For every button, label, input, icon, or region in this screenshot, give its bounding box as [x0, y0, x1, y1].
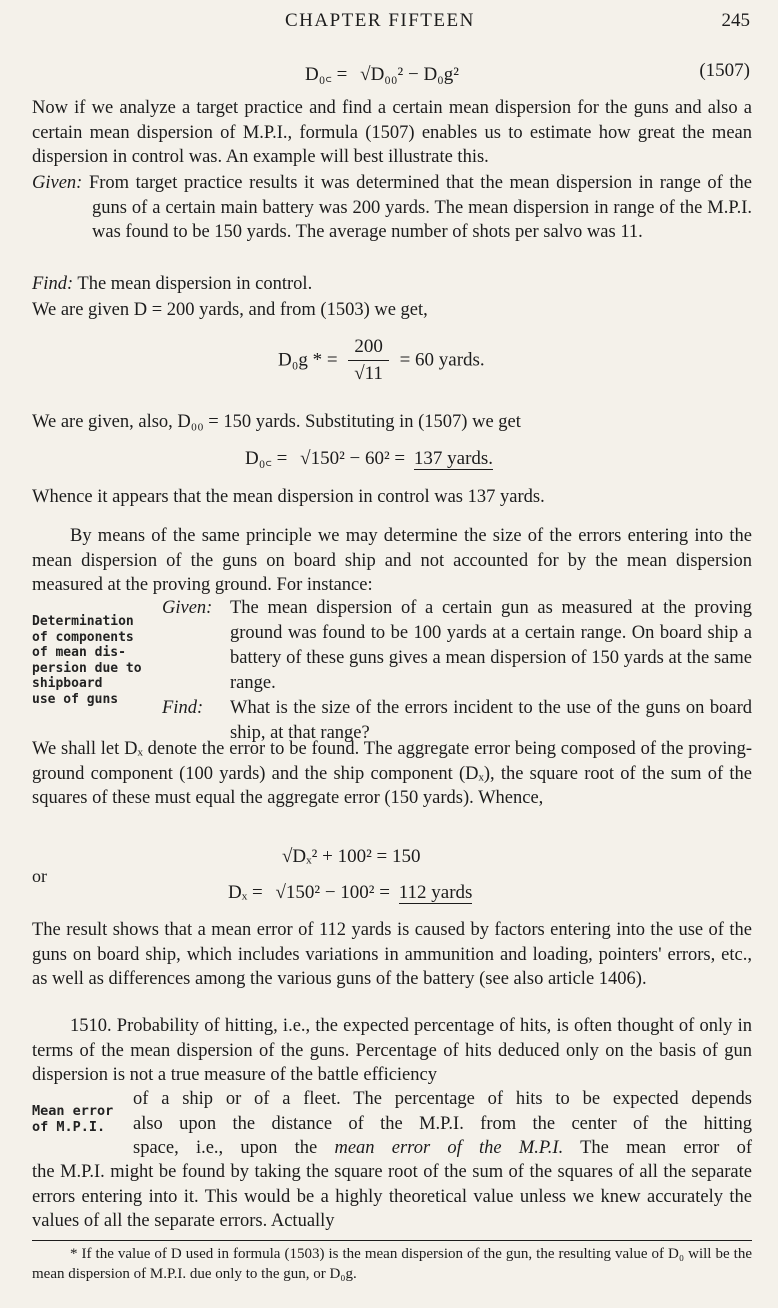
- given-text: From target practice results it was determined that the mean dispersion in range of the guns of a certain main battery was 200 yards. The mean dispersion in range of the M.P.I. was found to be 150 yards. The average number of shots per salvo was 11.: [88, 173, 752, 242]
- paragraph-result-text: The result shows that a mean error of 112 yards is caused by factors entering into the use of the guns on board ship, which includes variations in ammunition and loading, pointers' errors, etc., as well as differences among the various guns of the battery (see also article 1406).: [32, 920, 752, 989]
- paragraph-1510-rest-text: the M.P.I. might be found by taking the square root of the sum of the squares of all the separate errors entering into it. This would be a highly theoretical value unless we knew accurately the values of all the separate errors. Actually: [32, 1162, 752, 1231]
- equation-d0c-result: 137 yards.: [413, 448, 494, 469]
- paragraph-principle-text: By means of the same principle we may determine the size of the errors entering into the mean dispersion of the guns on board ship and not accounted for by the mean dispersion measured at the proving ground. For instance:: [32, 526, 752, 595]
- line-given-d00: [32, 410, 752, 435]
- paragraph-principle: [32, 524, 752, 598]
- example-1-find: [32, 272, 752, 297]
- equation-1507-lhs: D₀꜀ =: [305, 64, 348, 85]
- given-label: Given:: [32, 173, 83, 193]
- equation-d0c: [245, 444, 493, 470]
- paragraph-error-derivation-text: We shall let Dₓ denote the error to be found. The aggregate error being composed of the proving-ground component (100 yards) and the ship component (Dₓ), the square root of the sum of the squares of these must equal the aggregate error (150 yards). Whence,: [32, 739, 752, 808]
- paragraph-1510-indented: [133, 1087, 752, 1161]
- space-prefix: space, i.e., upon the: [133, 1138, 318, 1158]
- line-given-d00-text: We are given, also, D₀₀ = 150 yards. Substituting in (1507) we get: [32, 412, 521, 432]
- line-whence: [32, 485, 752, 510]
- paragraph-1510-indented-line: [133, 1136, 752, 1161]
- equation-d0c-lhs: D₀꜀ =: [245, 448, 288, 469]
- equation-dx-sum: [282, 846, 420, 868]
- or-word: or: [32, 866, 47, 886]
- given-text: The mean dispersion of a certain gun as measured at the proving ground was found to be 100 yards at a certain range. On board ship a battery of these guns gives a mean dispersion of 150 yards at the same range.: [230, 598, 752, 693]
- sidenote-line: of M.P.I.: [32, 1118, 106, 1135]
- example-2-given: [162, 596, 752, 696]
- line-given-d: [32, 298, 752, 323]
- equation-dx-rhs: √150² − 100² =: [275, 882, 390, 903]
- footnote-rule: [32, 1240, 752, 1241]
- chapter-title: CHAPTER FIFTEEN: [285, 10, 475, 31]
- line-whence-text: Whence it appears that the mean dispersion in control was 137 yards.: [32, 487, 545, 507]
- space-suffix: The mean error of: [580, 1138, 752, 1158]
- line-given-d-text: We are given D = 200 yards, and from (1503) we get,: [32, 300, 428, 320]
- sidenote-line: persion due to: [32, 660, 142, 676]
- sidenote-line: of components: [32, 629, 134, 645]
- mean-error-emphasis: mean error of the M.P.I.: [334, 1138, 564, 1158]
- page-number: 245: [721, 10, 750, 31]
- find-text: The mean dispersion in control.: [77, 274, 313, 294]
- sidenote-line: Mean error: [32, 1103, 114, 1119]
- equation-d0g: [278, 336, 485, 385]
- equation-d0g-rhs: = 60 yards.: [399, 349, 485, 371]
- paragraph-error-derivation: [32, 737, 752, 811]
- equation-1507: [305, 60, 459, 86]
- sidenote-mean-error: [32, 1104, 113, 1135]
- fraction-numerator: 200: [348, 336, 389, 361]
- equation-dx-sum-text: √Dₓ² + 100² = 150: [282, 846, 421, 867]
- equation-number-1507: (1507): [699, 60, 750, 81]
- paragraph-intro: [32, 96, 752, 170]
- paragraph-intro-text: Now if we analyze a target practice and find a certain mean dispersion for the guns and also a certain mean dispersion of M.P.I., formula (1507) enables us to estimate how great the mean dispersion in control was. An example will best illustrate this.: [32, 98, 752, 167]
- equation-1507-rhs: √D₀₀² − D₀g²: [360, 64, 459, 85]
- equation-d0g-lhs: D₀g * =: [278, 349, 338, 371]
- equation-d0c-rhs: √150² − 60² =: [300, 448, 406, 469]
- example-1-given: [32, 171, 752, 245]
- sidenote-line: shipboard: [32, 676, 103, 691]
- paragraph-1510-indented-line: of a ship or of a fleet. The percentage of hits to be expected depends: [133, 1089, 752, 1109]
- footnote-text: * If the value of D used in formula (1503) is the mean dispersion of the gun, the resulting value of D₀ will be the mean dispersion of M.P.I. due only to the gun, or D₀g.: [32, 1246, 752, 1282]
- sidenote-line: of mean dis-: [32, 645, 126, 660]
- equation-dx-result: 112 yards: [398, 882, 473, 903]
- paragraph-1510: [32, 1014, 752, 1088]
- example-2: [162, 596, 752, 746]
- given-label: Given:: [162, 598, 213, 618]
- page-header: [0, 10, 778, 34]
- find-label: Find:: [32, 274, 74, 294]
- paragraph-1510-first: 1510. Probability of hitting, i.e., the expected percentage of hits, is often thought of only in terms of the mean dispersion of the guns. Percentage of hits deduced only on the basis of gun dispersion is not a true measure of the battle efficiency: [32, 1016, 752, 1085]
- paragraph-1510-indented-line: also upon the distance of the M.P.I. from the center of the hitting: [133, 1113, 752, 1134]
- paragraph-1510-rest: [32, 1160, 752, 1234]
- sidenote-line: use of guns: [32, 691, 119, 707]
- fraction-denominator: √11: [354, 363, 383, 384]
- paragraph-result: [32, 918, 752, 992]
- footnote: [32, 1244, 752, 1284]
- equation-d0g-fraction: [348, 336, 389, 385]
- sidenote-line: Determination: [32, 614, 134, 629]
- equation-dx-lhs: Dₓ =: [228, 882, 263, 903]
- find-label: Find:: [162, 698, 204, 718]
- equation-dx: [228, 882, 472, 904]
- find-text: What is the size of the errors incident to the use of the guns on board ship, at that range?: [230, 698, 752, 743]
- sidenote-determination: [32, 614, 142, 707]
